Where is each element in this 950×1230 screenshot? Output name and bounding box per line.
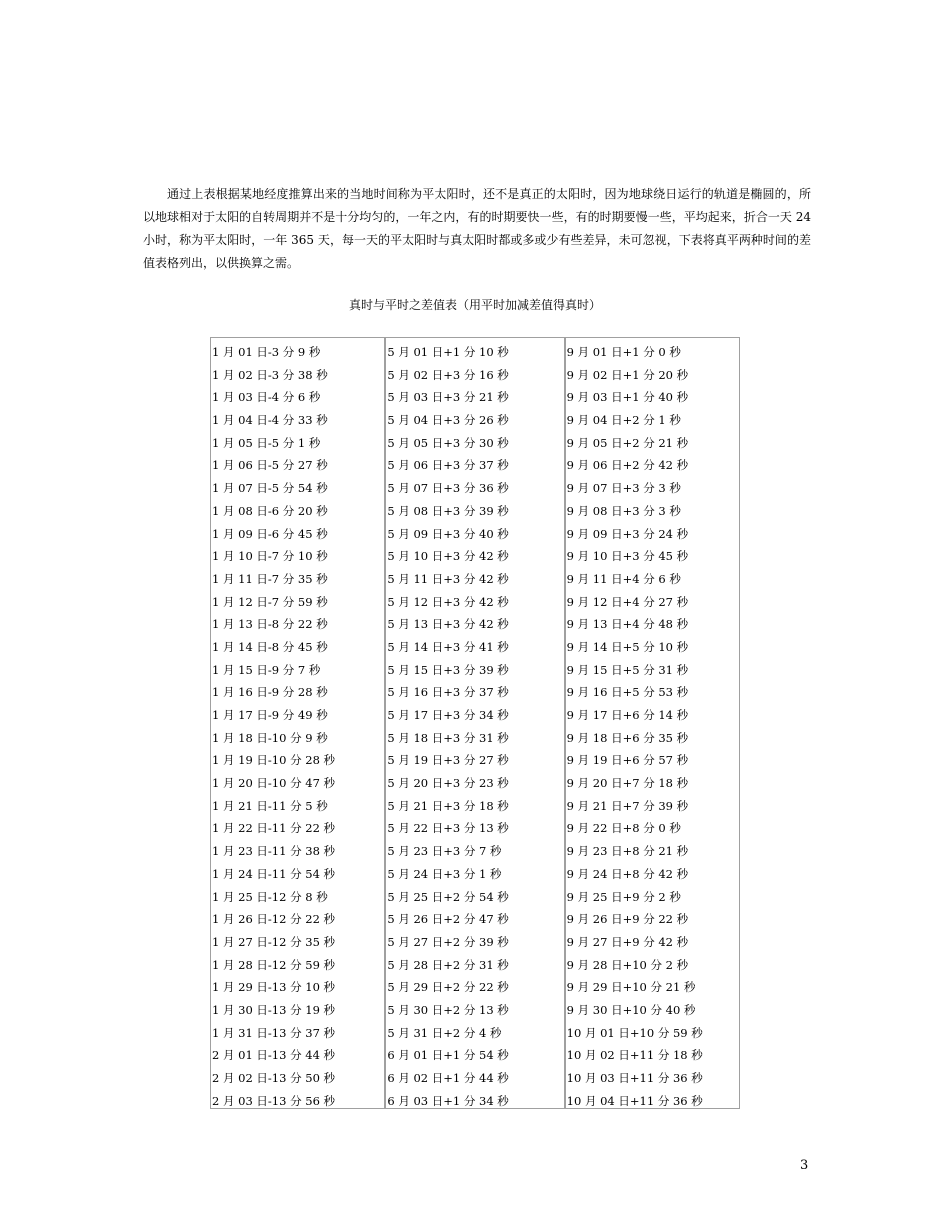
table-cell: 9 月 28 日+10 分 2 秒	[566, 957, 689, 972]
table-cell: 9 月 10 日+3 分 45 秒	[566, 549, 689, 564]
table-cell: 5 月 03 日+3 分 21 秒	[387, 390, 509, 405]
table-cell: 5 月 02 日+3 分 16 秒	[387, 367, 509, 382]
table-cell: 9 月 17 日+6 分 14 秒	[566, 708, 689, 722]
table-cell: 1 月 12 日-7 分 59 秒	[212, 594, 328, 609]
table-cell: 1 月 19 日-10 分 28 秒	[212, 753, 336, 768]
table-cell: 9 月 20 日+7 分 18 秒	[566, 776, 689, 791]
table-cell: 1 月 02 日-3 分 38 秒	[212, 367, 328, 382]
table-cell: 9 月 24 日+8 分 42 秒	[566, 866, 689, 881]
table-cell: 5 月 16 日+3 分 37 秒	[387, 685, 509, 700]
table-title: 真时与平时之差值表（用平时加减差值得真时）	[348, 298, 601, 312]
table-cell: 9 月 09 日+3 分 24 秒	[566, 526, 689, 541]
table-column-3	[565, 338, 739, 1108]
table-cell: 5 月 04 日+3 分 26 秒	[387, 413, 509, 428]
table-cell: 1 月 10 日-7 分 10 秒	[212, 549, 328, 564]
table-cell: 5 月 26 日+2 分 47 秒	[387, 912, 509, 927]
page-number: 3	[800, 1158, 809, 1173]
table-cell: 6 月 02 日+1 分 44 秒	[387, 1071, 509, 1085]
table-cell: 1 月 07 日-5 分 54 秒	[212, 481, 328, 496]
table-cell: 1 月 01 日-3 分 9 秒	[212, 345, 321, 359]
table-cell: 9 月 05 日+2 分 21 秒	[566, 435, 689, 450]
table-cell: 9 月 19 日+6 分 57 秒	[566, 753, 689, 768]
table-cell: 1 月 04 日-4 分 33 秒	[212, 413, 328, 428]
table-cell: 9 月 11 日+4 分 6 秒	[566, 571, 681, 586]
table-cell: 2 月 03 日-13 分 56 秒	[212, 1093, 336, 1108]
table-cell: 5 月 28 日+2 分 31 秒	[387, 957, 509, 972]
table-cell: 9 月 01 日+1 分 0 秒	[566, 345, 681, 359]
table-cell: 5 月 27 日+2 分 39 秒	[387, 934, 509, 949]
table-cell: 9 月 12 日+4 分 27 秒	[566, 594, 689, 609]
table-cell: 5 月 19 日+3 分 27 秒	[387, 753, 509, 768]
table-cell: 9 月 16 日+5 分 53 秒	[566, 685, 689, 700]
table-cell: 5 月 25 日+2 分 54 秒	[387, 889, 509, 904]
table-cell: 5 月 14 日+3 分 41 秒	[387, 639, 509, 654]
table-cell: 1 月 28 日-12 分 59 秒	[212, 957, 336, 972]
intro-paragraph: 通过上表根据某地经度推算出来的当地时间称为平太阳时，还不是真正的太阳时，因为地球绕日运行的轨道是椭圆的，所以地球相对于太阳的自转周期并不是十分均匀的，一年之内，有的时期要快一些，有的时期要慢一些，平均起来，折合一天 24 小时，称为平太阳时，一年 365 天，每一天的平太阳时与真太阳时都或多或少有些差异，未可忽视，下表将真平两种时间的差值表格列出，以供换算之需。	[143, 187, 811, 270]
table-cell: 1 月 27 日-12 分 35 秒	[212, 934, 336, 949]
table-cell: 5 月 06 日+3 分 37 秒	[387, 458, 509, 473]
table-cell: 10 月 03 日+11 分 36 秒	[566, 1071, 703, 1085]
table-cell: 6 月 01 日+1 分 54 秒	[387, 1048, 509, 1063]
table-cell: 9 月 23 日+8 分 21 秒	[566, 844, 689, 859]
table-cell: 9 月 29 日+10 分 21 秒	[566, 980, 696, 995]
table-cell: 5 月 09 日+3 分 40 秒	[387, 526, 509, 541]
table-cell: 10 月 02 日+11 分 18 秒	[566, 1048, 703, 1063]
table-cell: 1 月 24 日-11 分 54 秒	[212, 866, 336, 881]
table-cell: 9 月 07 日+3 分 3 秒	[566, 481, 681, 496]
table-cell: 1 月 13 日-8 分 22 秒	[212, 617, 328, 632]
table-cell: 5 月 01 日+1 分 10 秒	[387, 345, 509, 359]
table-cell: 2 月 01 日-13 分 44 秒	[212, 1048, 336, 1063]
table-cell: 1 月 31 日-13 分 37 秒	[212, 1025, 336, 1040]
table-cell: 5 月 05 日+3 分 30 秒	[387, 435, 509, 450]
table-cell: 1 月 21 日-11 分 5 秒	[212, 798, 328, 813]
table-cell: 1 月 05 日-5 分 1 秒	[212, 435, 321, 450]
table-cell: 2 月 02 日-13 分 50 秒	[212, 1071, 336, 1085]
table-cell: 10 月 01 日+10 分 59 秒	[566, 1025, 703, 1040]
table-cell: 9 月 13 日+4 分 48 秒	[566, 617, 689, 632]
table-cell: 5 月 30 日+2 分 13 秒	[387, 1002, 509, 1017]
table-cell: 1 月 03 日-4 分 6 秒	[212, 390, 321, 405]
table-cell: 5 月 18 日+3 分 31 秒	[387, 730, 509, 745]
table-cell: 1 月 16 日-9 分 28 秒	[212, 685, 328, 700]
table-cell: 9 月 30 日+10 分 40 秒	[566, 1002, 696, 1017]
table-cell: 9 月 25 日+9 分 2 秒	[566, 889, 681, 904]
table-column-2	[385, 338, 564, 1108]
table-cell: 5 月 24 日+3 分 1 秒	[387, 866, 502, 881]
table-cell: 5 月 22 日+3 分 13 秒	[387, 821, 509, 836]
table-cell: 9 月 06 日+2 分 42 秒	[566, 458, 689, 473]
table-cell: 5 月 23 日+3 分 7 秒	[387, 844, 502, 859]
table-cell: 9 月 22 日+8 分 0 秒	[566, 821, 681, 836]
table-cell: 1 月 23 日-11 分 38 秒	[212, 844, 336, 859]
table-cell: 5 月 13 日+3 分 42 秒	[387, 617, 509, 632]
table-cell: 1 月 06 日-5 分 27 秒	[212, 458, 328, 473]
table-cell: 9 月 14 日+5 分 10 秒	[566, 639, 689, 654]
table-cell: 5 月 20 日+3 分 23 秒	[387, 776, 509, 791]
table-cell: 5 月 10 日+3 分 42 秒	[387, 549, 509, 564]
table-cell: 5 月 11 日+3 分 42 秒	[387, 571, 509, 586]
table-cell: 9 月 26 日+9 分 22 秒	[566, 912, 689, 927]
table-cell: 9 月 04 日+2 分 1 秒	[566, 413, 681, 428]
table-cell: 1 月 14 日-8 分 45 秒	[212, 639, 328, 654]
table-cell: 1 月 08 日-6 分 20 秒	[212, 503, 328, 518]
table-cell: 5 月 17 日+3 分 34 秒	[387, 708, 509, 722]
table-cell: 5 月 31 日+2 分 4 秒	[387, 1025, 502, 1040]
table-cell: 5 月 21 日+3 分 18 秒	[387, 798, 509, 813]
table-cell: 1 月 18 日-10 分 9 秒	[212, 730, 328, 745]
table-cell: 1 月 22 日-11 分 22 秒	[212, 821, 336, 836]
table-cell: 1 月 25 日-12 分 8 秒	[212, 889, 328, 904]
table-cell: 1 月 11 日-7 分 35 秒	[212, 571, 328, 586]
table-cell: 1 月 17 日-9 分 49 秒	[212, 708, 328, 722]
table-cell: 5 月 29 日+2 分 22 秒	[387, 980, 509, 995]
table-cell: 9 月 08 日+3 分 3 秒	[566, 503, 681, 518]
table-column-1	[211, 338, 385, 1108]
table-cell: 10 月 04 日+11 分 36 秒	[566, 1093, 703, 1108]
time-difference-table	[210, 337, 740, 1109]
table-cell: 6 月 03 日+1 分 34 秒	[387, 1093, 509, 1108]
table-cell: 1 月 15 日-9 分 7 秒	[212, 662, 321, 677]
table-cell: 1 月 20 日-10 分 47 秒	[212, 776, 336, 791]
table-cell: 9 月 18 日+6 分 35 秒	[566, 730, 689, 745]
table-cell: 1 月 09 日-6 分 45 秒	[212, 526, 328, 541]
table-cell: 1 月 29 日-13 分 10 秒	[212, 980, 336, 995]
table-cell: 9 月 27 日+9 分 42 秒	[566, 934, 689, 949]
table-cell: 9 月 03 日+1 分 40 秒	[566, 390, 689, 405]
table-cell: 1 月 30 日-13 分 19 秒	[212, 1002, 336, 1017]
table-cell: 5 月 08 日+3 分 39 秒	[387, 503, 509, 518]
table-cell: 5 月 07 日+3 分 36 秒	[387, 481, 509, 496]
table-cell: 5 月 12 日+3 分 42 秒	[387, 594, 509, 609]
table-cell: 9 月 02 日+1 分 20 秒	[566, 367, 689, 382]
table-cell: 9 月 21 日+7 分 39 秒	[566, 798, 689, 813]
table-cell: 9 月 15 日+5 分 31 秒	[566, 662, 689, 677]
table-cell: 1 月 26 日-12 分 22 秒	[212, 912, 336, 927]
table-cell: 5 月 15 日+3 分 39 秒	[387, 662, 509, 677]
